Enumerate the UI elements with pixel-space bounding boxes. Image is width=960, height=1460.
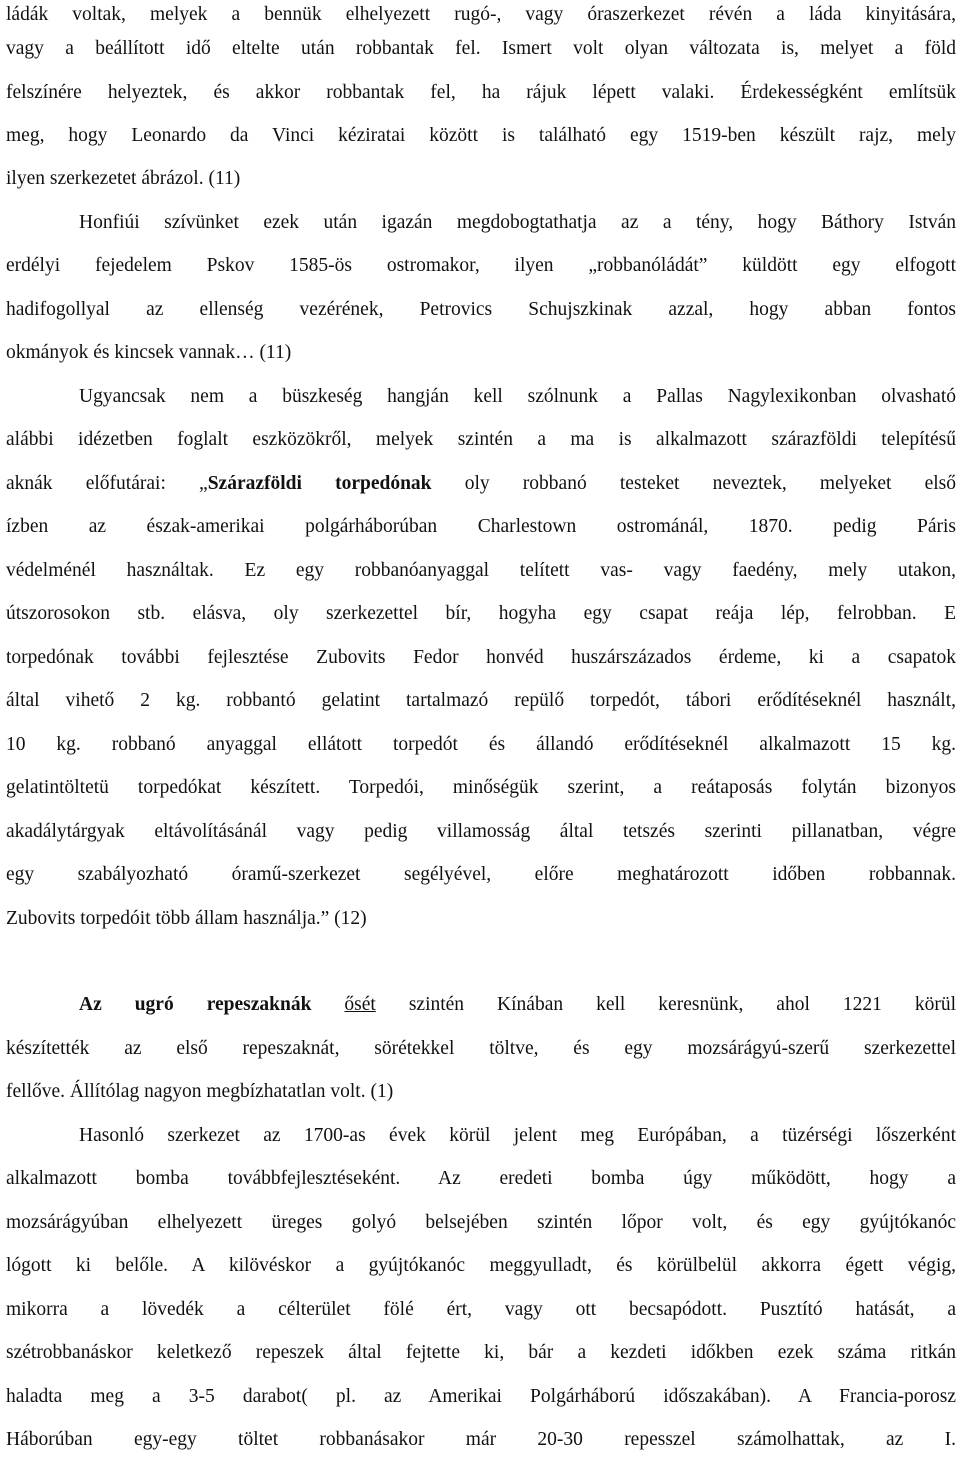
text-line: haladta meg a 3-5 darabot( pl. az Amerikai Polgárháború időszakában). A Francia-porosz [6, 1386, 956, 1407]
text-line: akadálytárgyak eltávolításánál vagy pedig villamosság által tetszés szerinti pillanatban, végre [6, 821, 956, 842]
text-line: védelménél használtak. Ez egy robbanóanyaggal telített vas- vagy faedény, mely utakon, [6, 560, 956, 581]
underlined-word: ősét [344, 994, 376, 1015]
section-first-line [79, 990, 956, 1020]
text-line: 10 kg. robbanó anyaggal ellátott torpedót és állandó erődítéseknél alkalmazott 15 kg. [6, 734, 956, 755]
bold-term: Szárazföldi torpedónak [207, 473, 432, 494]
text-line: szétrobbanáskor keletkező repeszek által fejtette ki, bár a kezdeti időkben ezek száma ritkán [6, 1342, 956, 1363]
text-line [6, 469, 956, 499]
text-line: alábbi idézetben foglalt eszközökről, melyek szintén a ma is alkalmazott szárazföldi telepítésű [6, 429, 956, 450]
text-segment [311, 994, 344, 1015]
text-segment: oly robbanó testeket neveztek, melyeket első [431, 473, 956, 494]
text-line: lógott ki belőle. A kilövéskor a gyújtókanóc meggyulladt, és körülbelül akkorra égett végig, [6, 1255, 956, 1276]
text-segment: aknák előfutárai: „ [6, 473, 208, 494]
text-line: mozsárágyúban elhelyezett üreges golyó belsejében szintén lőpor volt, és egy gyújtókanóc [6, 1212, 956, 1233]
text-line: Zubovits torpedóit több állam használja.” (12) [6, 908, 367, 929]
text-line: vagy a beállított idő eltelte után robbantak fel. Ismert volt olyan változata is, melyet a föld [6, 38, 956, 59]
text-line: mikorra a lövedék a célterület fölé ért, vagy ott becsapódott. Pusztító hatását, a [6, 1299, 956, 1320]
text-line: okmányok és kincsek vannak… (11) [6, 342, 292, 363]
text-line: útszorosokon stb. elásva, oly szerkezettel bír, hogyha egy csapat reája lép, felrobban. E [6, 603, 956, 624]
text-line: gelatintöltetü torpedókat készített. Torpedói, minőségük szerint, a reátaposás folytán bizonyos [6, 777, 956, 798]
text-line: által vihető 2 kg. robbantó gelatint tartalmazó repülő torpedót, tábori erődítéseknél használt, [6, 690, 956, 711]
text-line: meg, hogy Leonardo da Vinci kéziratai között is található egy 1519-ben készült rajz, mely [6, 125, 956, 146]
text-line: fellőve. Állítólag nagyon megbízhatatlan volt. (1) [6, 1081, 394, 1102]
text-segment: szintén Kínában kell keresnünk, ahol 1221 körül [375, 994, 956, 1015]
text-line: torpedónak további fejlesztése Zubovits Fedor honvéd huszárszázados érdeme, ki a csapatok [6, 647, 956, 668]
text-line: Háborúban egy-egy töltet robbanásakor már 20-30 repesszel számolhattak, az I. [6, 1429, 956, 1450]
paragraph-first-line: Ugyancsak nem a büszkeség hangján kell szólnunk a Pallas Nagylexikonban olvasható [79, 386, 956, 407]
text-line: alkalmazott bomba továbbfejlesztéseként. Az eredeti bomba úgy működött, hogy a [6, 1168, 956, 1189]
paragraph-first-line: Hasonló szerkezet az 1700-as évek körül jelent meg Európában, a tüzérségi lőszerként [79, 1125, 956, 1146]
text-line: erdélyi fejedelem Pskov 1585-ös ostromakor, ilyen „robbanóládát” küldött egy elfogott [6, 255, 956, 276]
bold-term: Az ugró repeszaknák [79, 994, 312, 1015]
text-line: felszínére helyeztek, és akkor robbantak fel, ha rájuk lépett valaki. Érdekességként említsük [6, 82, 956, 103]
text-line: egy szabályozható óramű-szerkezet segélyével, előre meghatározott időben robbannak. [6, 864, 956, 885]
text-line: ládák voltak, melyek a bennük elhelyezett rugó-, vagy óraszerkezet révén a láda kinyitására, [6, 4, 956, 25]
text-line: készítették az első repeszaknát, sörétekkel töltve, és egy mozsárágyú-szerű szerkezettel [6, 1038, 956, 1059]
paragraph-first-line: Honfiúi szívünket ezek után igazán megdobogtathatja az a tény, hogy Báthory István [79, 212, 956, 233]
text-line: hadifogollyal az ellenség vezérének, Petrovics Schujszkinak azzal, hogy abban fontos [6, 299, 956, 320]
text-line: ilyen szerkezetet ábrázol. (11) [6, 168, 241, 189]
text-line: ízben az észak-amerikai polgárháborúban Charlestown ostrománál, 1870. pedig Páris [6, 516, 956, 537]
